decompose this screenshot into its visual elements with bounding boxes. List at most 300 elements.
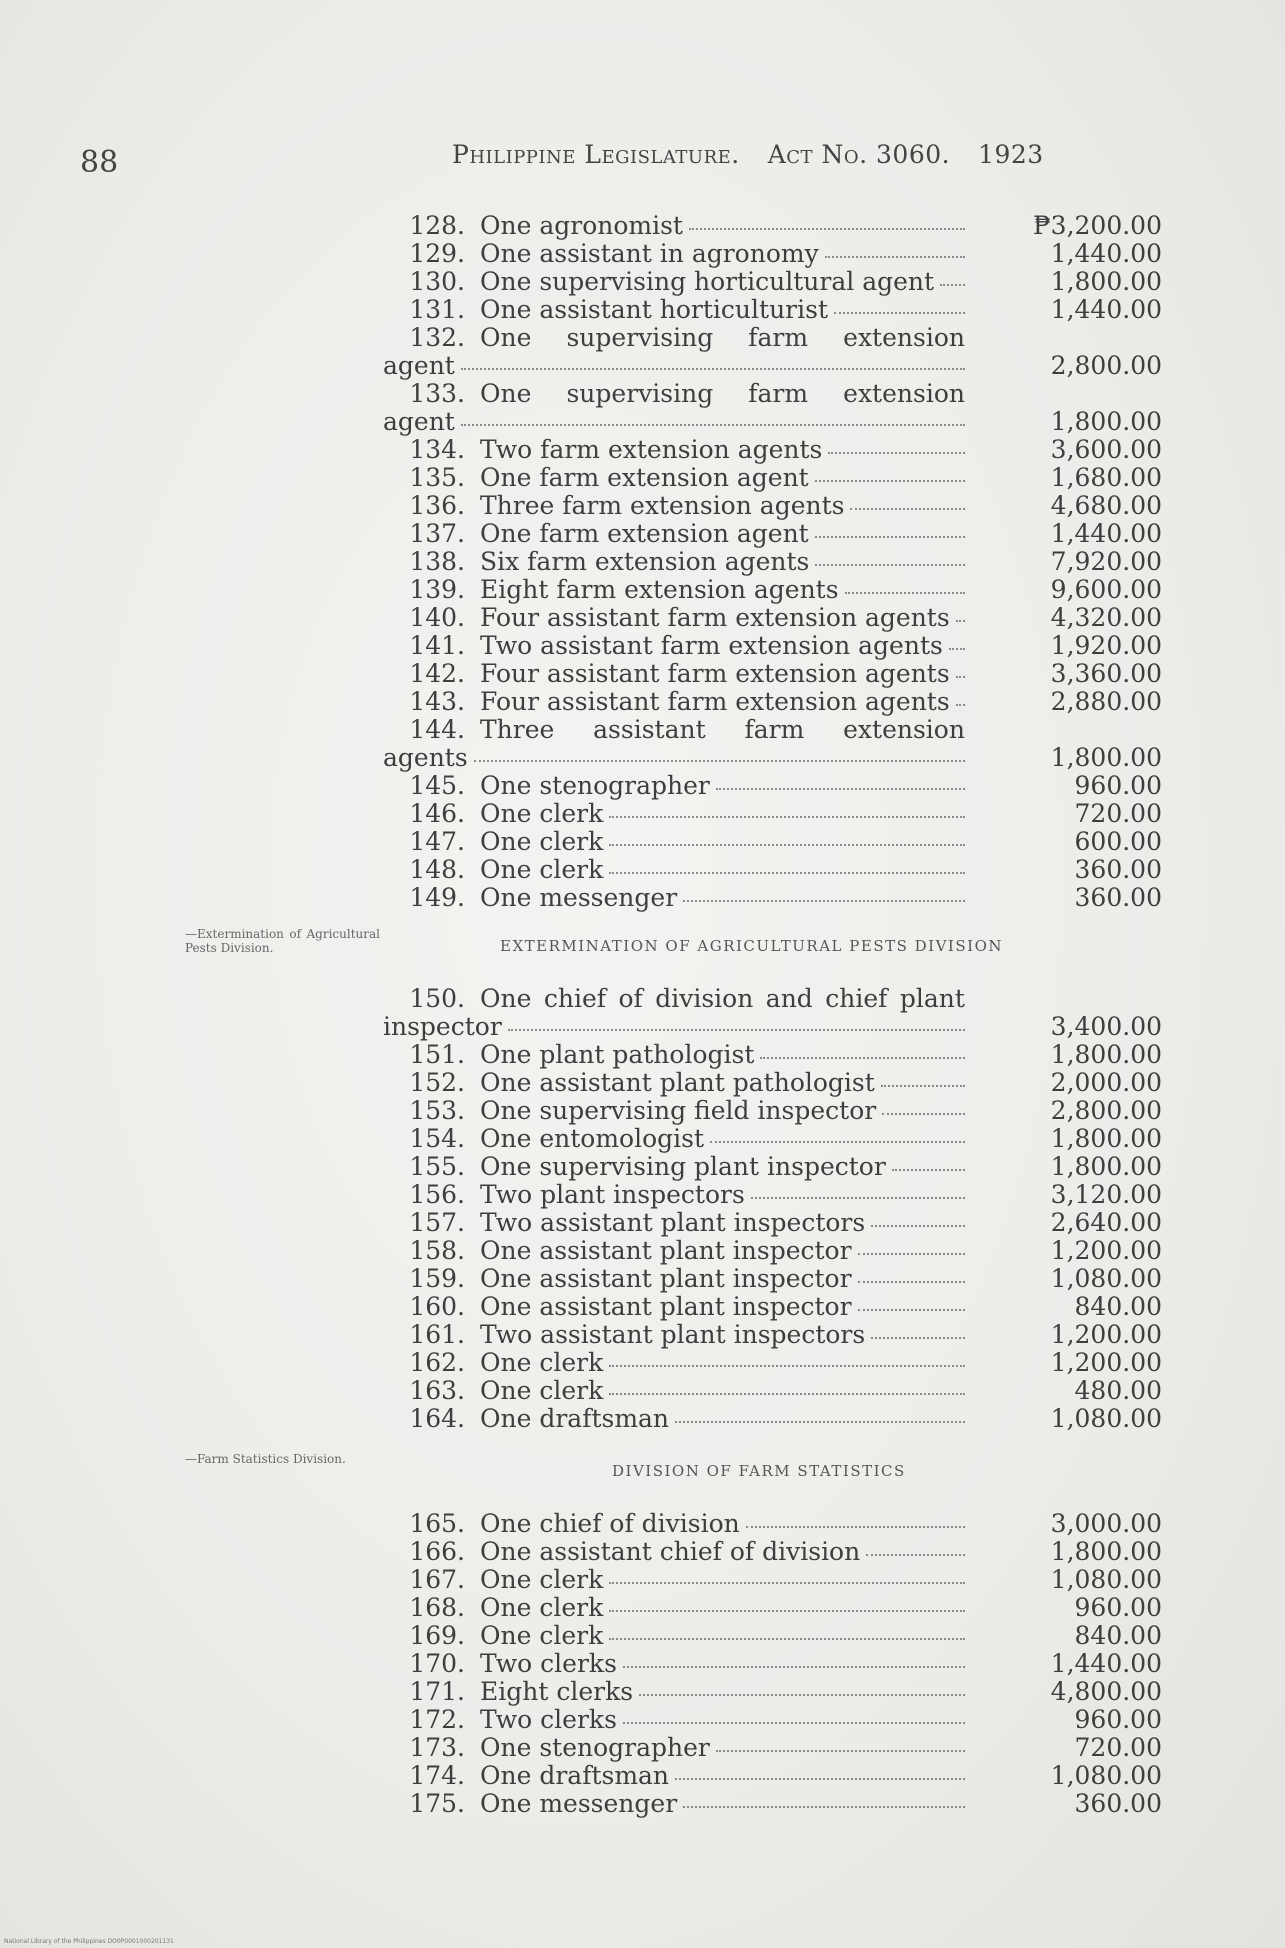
leader-dots	[508, 1025, 965, 1031]
appropriation-item	[0, 856, 1285, 884]
item-description-text: One stenographer	[480, 772, 710, 800]
running-head-act: Act No. 3060.	[767, 140, 951, 169]
item-description	[480, 1265, 965, 1293]
item-description-text: One clerk	[480, 1622, 604, 1650]
item-amount: 360.00	[1074, 855, 1162, 884]
item-number: 141.	[409, 631, 465, 660]
item-amount: 840.00	[1074, 1292, 1162, 1321]
leader-dots	[716, 784, 965, 790]
item-amount: 1,800.00	[1050, 407, 1162, 436]
item-amount: 1,800.00	[1050, 743, 1162, 772]
item-amount: 4,800.00	[1050, 1677, 1162, 1706]
item-amount: 1,200.00	[1050, 1236, 1162, 1265]
item-description-text: Six farm extension agents	[480, 548, 810, 576]
item-amount: ₱3,200.00	[1033, 211, 1162, 240]
item-description-text: One agronomist	[480, 212, 683, 240]
item-description-word: extension	[843, 324, 965, 352]
leader-dots	[461, 420, 965, 426]
leader-dots	[675, 1774, 965, 1780]
item-description	[480, 1293, 965, 1321]
item-description	[480, 856, 965, 884]
appropriation-item	[0, 576, 1285, 604]
item-number: 174.	[409, 1761, 465, 1790]
item-description-text: One chief of division	[480, 1510, 740, 1538]
item-description	[480, 464, 965, 492]
leader-dots	[866, 1550, 965, 1556]
item-description	[480, 1790, 965, 1818]
item-description-text: One clerk	[480, 1349, 604, 1377]
appropriation-item	[0, 800, 1285, 828]
item-description-text: One draftsman	[480, 1762, 670, 1790]
item-number: 169.	[409, 1621, 465, 1650]
item-description	[480, 772, 965, 800]
item-number: 157.	[409, 1208, 465, 1237]
item-amount: 720.00	[1074, 799, 1162, 828]
appropriation-item	[0, 268, 1285, 296]
item-description-text: One stenographer	[480, 1734, 710, 1762]
item-description	[480, 436, 965, 464]
item-description-text: One clerk	[480, 1566, 604, 1594]
appropriation-item	[0, 1622, 1285, 1650]
item-amount: 1,800.00	[1050, 1040, 1162, 1069]
appropriation-item	[0, 1321, 1285, 1349]
item-number: 171.	[409, 1677, 465, 1706]
item-number: 148.	[409, 855, 465, 884]
item-description	[480, 1069, 965, 1097]
leader-dots	[828, 448, 965, 454]
appropriation-item	[0, 688, 1285, 716]
item-description-continued	[383, 1013, 965, 1041]
item-description-text: One plant pathologist	[480, 1041, 755, 1069]
appropriation-item	[0, 324, 1285, 352]
item-description	[480, 716, 965, 744]
item-description-text: Two assistant plant inspectors	[480, 1321, 866, 1349]
item-amount: 4,320.00	[1050, 603, 1162, 632]
leader-dots	[825, 252, 965, 258]
item-number: 164.	[409, 1404, 465, 1433]
item-number: 145.	[409, 771, 465, 800]
item-description	[480, 800, 965, 828]
item-description-continued-text: inspector	[383, 1013, 502, 1041]
leader-dots	[956, 616, 965, 622]
item-number: 142.	[409, 659, 465, 688]
item-number: 150.	[409, 984, 465, 1013]
item-description-text: Four assistant farm extension agents	[480, 660, 950, 688]
item-amount: 1,800.00	[1050, 267, 1162, 296]
leader-dots	[609, 1361, 965, 1367]
appropriation-item	[0, 464, 1285, 492]
leader-dots	[760, 1053, 965, 1059]
leader-dots	[639, 1690, 965, 1696]
appropriation-item	[0, 1097, 1285, 1125]
item-description	[480, 1734, 965, 1762]
item-description	[480, 380, 965, 408]
item-amount: 3,360.00	[1050, 659, 1162, 688]
leader-dots	[871, 1221, 965, 1227]
item-description-word: farm	[748, 380, 809, 408]
item-amount: 1,920.00	[1050, 631, 1162, 660]
appropriation-item	[0, 520, 1285, 548]
item-description	[480, 985, 965, 1013]
item-description-text: Two farm extension agents	[480, 436, 823, 464]
item-number: 143.	[409, 687, 465, 716]
item-number: 135.	[409, 463, 465, 492]
item-description-continued-text: agent	[383, 352, 455, 380]
item-description-word: of	[618, 985, 643, 1013]
item-number: 136.	[409, 491, 465, 520]
item-description-text: Two assistant plant inspectors	[480, 1209, 866, 1237]
leader-dots	[834, 308, 965, 314]
item-description-text: One assistant plant inspector	[480, 1265, 852, 1293]
item-number: 151.	[409, 1040, 465, 1069]
item-amount: 960.00	[1074, 771, 1162, 800]
leader-dots	[751, 1193, 965, 1199]
item-description	[480, 1762, 965, 1790]
item-description-text: One assistant plant inspector	[480, 1237, 852, 1265]
item-amount: 1,800.00	[1050, 1152, 1162, 1181]
appropriation-item	[0, 985, 1285, 1013]
leader-dots	[689, 224, 965, 230]
item-description-text: One assistant in agronomy	[480, 240, 819, 268]
item-description	[480, 884, 965, 912]
appropriation-item-continued	[0, 744, 1285, 772]
item-amount: 1,440.00	[1050, 519, 1162, 548]
appropriation-item	[0, 1762, 1285, 1790]
margin-note: —Farm Statistics Division.	[185, 1452, 346, 1466]
appropriation-item	[0, 212, 1285, 240]
item-description-text: Eight clerks	[480, 1678, 634, 1706]
item-description-text: One clerk	[480, 1594, 604, 1622]
item-number: 138.	[409, 547, 465, 576]
item-description	[480, 1097, 965, 1125]
leader-dots	[850, 504, 965, 510]
leader-dots	[609, 1634, 965, 1640]
item-description	[480, 828, 965, 856]
item-description	[480, 1237, 965, 1265]
leader-dots	[871, 1333, 965, 1339]
item-description-word: assistant	[593, 716, 706, 744]
item-description	[480, 1209, 965, 1237]
appropriation-item	[0, 492, 1285, 520]
leader-dots	[956, 700, 965, 706]
appropriation-item	[0, 1181, 1285, 1209]
item-number: 158.	[409, 1236, 465, 1265]
item-description-text: One draftsman	[480, 1405, 670, 1433]
item-amount: 1,200.00	[1050, 1320, 1162, 1349]
leader-dots	[882, 1109, 965, 1115]
appropriation-item	[0, 1538, 1285, 1566]
item-amount: 1,440.00	[1050, 239, 1162, 268]
appropriation-item	[0, 716, 1285, 744]
leader-dots	[461, 364, 965, 370]
appropriation-item-continued	[0, 1013, 1285, 1041]
leader-dots	[609, 1578, 965, 1584]
item-description-text: One farm extension agent	[480, 464, 809, 492]
item-amount: 1,080.00	[1050, 1404, 1162, 1433]
appropriation-item	[0, 1349, 1285, 1377]
item-number: 170.	[409, 1649, 465, 1678]
margin-note: —Extermination of Agricultural Pests Division.	[185, 927, 380, 955]
item-description	[480, 548, 965, 576]
leader-dots	[956, 672, 965, 678]
item-description	[480, 576, 965, 604]
scan-credit: National Library of the Philippines DO0P0001000201131	[4, 1938, 174, 1945]
leader-dots	[892, 1165, 965, 1171]
item-description-word: chief	[543, 985, 607, 1013]
item-description	[480, 1622, 965, 1650]
item-description-word: One	[480, 985, 532, 1013]
item-number: 144.	[409, 715, 465, 744]
item-description-text: Three farm extension agents	[480, 492, 845, 520]
item-amount: 480.00	[1074, 1376, 1162, 1405]
item-number: 147.	[409, 827, 465, 856]
item-description-word: Three	[480, 716, 555, 744]
item-description-text: One assistant plant inspector	[480, 1293, 852, 1321]
appropriation-item	[0, 1069, 1285, 1097]
appropriation-item	[0, 296, 1285, 324]
item-description-word: One	[480, 380, 532, 408]
item-description-word: farm	[748, 324, 809, 352]
item-amount: 1,800.00	[1050, 1537, 1162, 1566]
item-number: 139.	[409, 575, 465, 604]
appropriation-item	[0, 1405, 1285, 1433]
leader-dots	[609, 868, 965, 874]
item-description-text: One assistant horticulturist	[480, 296, 828, 324]
item-description-word: farm	[744, 716, 805, 744]
item-number: 175.	[409, 1789, 465, 1818]
running-head	[452, 140, 1044, 169]
item-number: 152.	[409, 1068, 465, 1097]
item-description	[480, 688, 965, 716]
division-heading: EXTERMINATION OF AGRICULTURAL PESTS DIVISION	[500, 937, 1003, 955]
item-description	[480, 604, 965, 632]
item-description-text: One messenger	[480, 884, 678, 912]
item-number: 168.	[409, 1593, 465, 1622]
item-number: 128.	[409, 211, 465, 240]
item-number: 159.	[409, 1264, 465, 1293]
item-amount: 960.00	[1074, 1705, 1162, 1734]
appropriation-item	[0, 1041, 1285, 1069]
leader-dots	[609, 812, 965, 818]
item-amount: 1,440.00	[1050, 1649, 1162, 1678]
item-description-text: One clerk	[480, 856, 604, 884]
appropriation-item	[0, 1293, 1285, 1321]
item-description	[480, 212, 965, 240]
leader-dots	[623, 1718, 965, 1724]
item-number: 132.	[409, 323, 465, 352]
item-number: 162.	[409, 1348, 465, 1377]
item-description-text: Four assistant farm extension agents	[480, 688, 950, 716]
running-head-year: 1923	[978, 140, 1044, 169]
item-description-word: plant	[899, 985, 965, 1013]
item-amount: 3,120.00	[1050, 1180, 1162, 1209]
item-description-word: supervising	[566, 324, 714, 352]
appropriation-item	[0, 828, 1285, 856]
leader-dots	[881, 1081, 965, 1087]
item-number: 160.	[409, 1292, 465, 1321]
item-amount: 2,800.00	[1050, 351, 1162, 380]
running-head-title: Philippine Legislature.	[452, 140, 740, 169]
leader-dots	[746, 1522, 965, 1528]
item-description	[480, 240, 965, 268]
item-description	[480, 1566, 965, 1594]
item-number: 133.	[409, 379, 465, 408]
appropriation-item	[0, 240, 1285, 268]
item-number: 156.	[409, 1180, 465, 1209]
item-description-word: chief	[825, 985, 888, 1013]
item-description	[480, 1405, 965, 1433]
item-number: 167.	[409, 1565, 465, 1594]
item-number: 131.	[409, 295, 465, 324]
appropriation-item	[0, 1594, 1285, 1622]
leader-dots	[858, 1277, 965, 1283]
leader-dots	[940, 280, 965, 286]
item-description-text: One assistant chief of division	[480, 1538, 861, 1566]
item-description	[480, 1377, 965, 1405]
item-number: 154.	[409, 1124, 465, 1153]
item-description-text: One clerk	[480, 828, 604, 856]
item-description	[480, 1706, 965, 1734]
item-description-text: Two assistant farm extension agents	[480, 632, 943, 660]
appropriation-item	[0, 1790, 1285, 1818]
leader-dots	[609, 1606, 965, 1612]
item-amount: 720.00	[1074, 1733, 1162, 1762]
leader-dots	[710, 1137, 965, 1143]
leader-dots	[675, 1417, 965, 1423]
appropriation-item	[0, 1678, 1285, 1706]
leader-dots	[858, 1305, 965, 1311]
item-description-text: Two clerks	[480, 1706, 617, 1734]
item-description-text: One messenger	[480, 1790, 678, 1818]
item-number: 173.	[409, 1733, 465, 1762]
item-amount: 3,000.00	[1050, 1509, 1162, 1538]
appropriation-item	[0, 1510, 1285, 1538]
item-description	[480, 324, 965, 352]
item-amount: 1,080.00	[1050, 1761, 1162, 1790]
item-amount: 1,080.00	[1050, 1565, 1162, 1594]
appropriation-item-continued	[0, 408, 1285, 436]
item-description-text: One supervising field inspector	[480, 1097, 877, 1125]
appropriation-item	[0, 604, 1285, 632]
appropriation-item	[0, 1237, 1285, 1265]
item-amount: 2,800.00	[1050, 1096, 1162, 1125]
appropriation-item	[0, 1650, 1285, 1678]
item-amount: 600.00	[1074, 827, 1162, 856]
item-amount: 9,600.00	[1050, 575, 1162, 604]
item-number: 140.	[409, 603, 465, 632]
item-description-continued	[383, 408, 965, 436]
item-amount: 1,680.00	[1050, 463, 1162, 492]
item-description-continued	[383, 744, 965, 772]
leader-dots	[683, 896, 965, 902]
item-number: 146.	[409, 799, 465, 828]
item-description-text: One clerk	[480, 1377, 604, 1405]
item-description	[480, 1678, 965, 1706]
item-amount: 960.00	[1074, 1593, 1162, 1622]
item-description	[480, 268, 965, 296]
item-description-text: Two clerks	[480, 1650, 617, 1678]
item-amount: 1,080.00	[1050, 1264, 1162, 1293]
item-description-word: One	[480, 324, 532, 352]
division-heading: DIVISION OF FARM STATISTICS	[612, 1462, 906, 1480]
item-number: 149.	[409, 883, 465, 912]
item-amount: 1,200.00	[1050, 1348, 1162, 1377]
item-description	[480, 660, 965, 688]
leader-dots	[815, 560, 965, 566]
appropriation-item	[0, 632, 1285, 660]
item-description	[480, 1153, 965, 1181]
item-amount: 840.00	[1074, 1621, 1162, 1650]
item-description	[480, 296, 965, 324]
item-description-continued-text: agents	[383, 744, 468, 772]
appropriation-item	[0, 380, 1285, 408]
item-number: 163.	[409, 1376, 465, 1405]
item-description	[480, 1041, 965, 1069]
item-amount: 3,600.00	[1050, 435, 1162, 464]
appropriation-item	[0, 1377, 1285, 1405]
appropriation-item	[0, 548, 1285, 576]
item-description-text: One clerk	[480, 800, 604, 828]
appropriation-item	[0, 660, 1285, 688]
appropriation-item	[0, 1566, 1285, 1594]
leader-dots	[609, 1389, 965, 1395]
item-description	[480, 492, 965, 520]
leader-dots	[815, 476, 965, 482]
appropriation-item	[0, 1265, 1285, 1293]
item-description-continued	[383, 352, 965, 380]
item-description	[480, 632, 965, 660]
leader-dots	[716, 1746, 965, 1752]
item-description-text: One supervising plant inspector	[480, 1153, 886, 1181]
item-amount: 2,880.00	[1050, 687, 1162, 716]
item-number: 155.	[409, 1152, 465, 1181]
leader-dots	[683, 1802, 965, 1808]
item-amount: 4,680.00	[1050, 491, 1162, 520]
item-description-text: One farm extension agent	[480, 520, 809, 548]
item-description-word: extension	[843, 716, 965, 744]
leader-dots	[949, 644, 965, 650]
item-number: 153.	[409, 1096, 465, 1125]
item-description-text: One entomologist	[480, 1125, 705, 1153]
item-description	[480, 1538, 965, 1566]
item-number: 166.	[409, 1537, 465, 1566]
item-amount: 1,440.00	[1050, 295, 1162, 324]
item-description-word: extension	[843, 380, 965, 408]
item-description-text: Four assistant farm extension agents	[480, 604, 950, 632]
appropriation-item	[0, 1706, 1285, 1734]
leader-dots	[609, 840, 965, 846]
appropriation-item	[0, 884, 1285, 912]
item-description	[480, 1321, 965, 1349]
item-description	[480, 520, 965, 548]
item-number: 129.	[409, 239, 465, 268]
appropriation-item	[0, 1209, 1285, 1237]
item-number: 172.	[409, 1705, 465, 1734]
item-description	[480, 1510, 965, 1538]
item-description-word: supervising	[566, 380, 714, 408]
item-number: 161.	[409, 1320, 465, 1349]
item-description-text: One supervising horticultural agent	[480, 268, 935, 296]
item-description-text: Eight farm extension agents	[480, 576, 839, 604]
item-amount: 1,800.00	[1050, 1124, 1162, 1153]
item-description-continued-text: agent	[383, 408, 455, 436]
item-number: 137.	[409, 519, 465, 548]
item-number: 165.	[409, 1509, 465, 1538]
item-amount: 3,400.00	[1050, 1012, 1162, 1041]
appropriation-item	[0, 772, 1285, 800]
item-amount: 2,000.00	[1050, 1068, 1162, 1097]
item-description-text: Two plant inspectors	[480, 1181, 745, 1209]
